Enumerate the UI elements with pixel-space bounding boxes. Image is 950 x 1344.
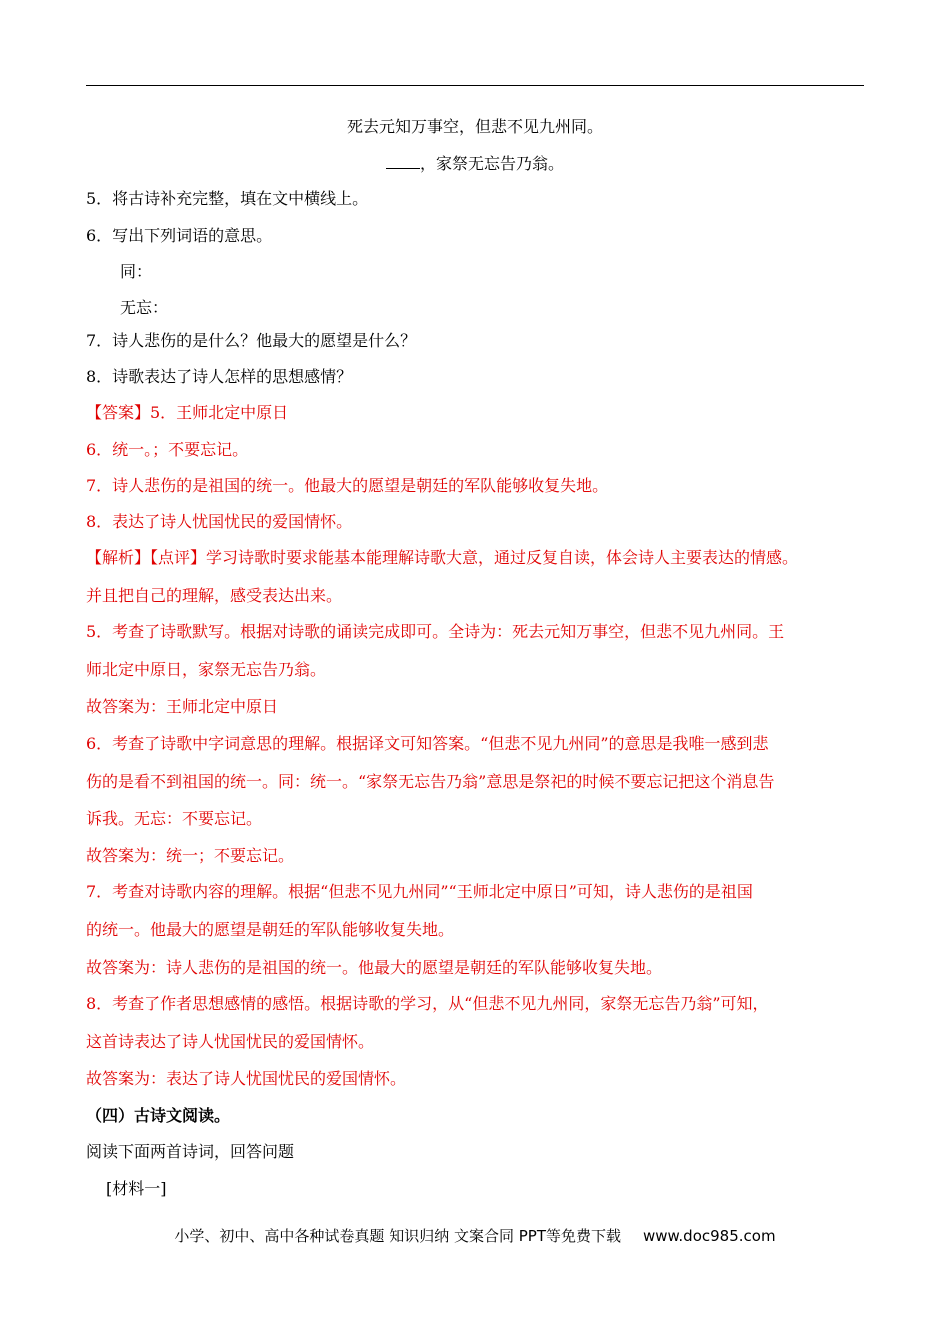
poem-line-2: [0, 154, 950, 174]
analysis-8-line-1: 8．考查了作者思想感情的感悟。根据诗歌的学习，从“但悲不见九州同，家祭无忘告乃翁”可知，: [86, 994, 769, 1013]
material-label: [材料一]: [106, 1179, 167, 1198]
analysis-6-line-3: 诉我。无忘：不要忘记。: [86, 809, 263, 828]
analysis-6-line-2: 伤的是看不到祖国的统一。同：统一。“家祭无忘告乃翁”意思是祭祀的时候不要忘记把这个消息告: [86, 772, 775, 791]
answer-8: 8．表达了诗人忧国忧民的爱国情怀。: [86, 512, 353, 531]
analysis-5-line-2: 师北定中原日，家祭无忘告乃翁。: [86, 660, 327, 679]
question-8: 8．诗歌表达了诗人怎样的思想感情？: [86, 367, 353, 386]
question-6: 6．写出下列词语的意思。: [86, 226, 273, 245]
analysis-6-answer: 故答案为：统一；不要忘记。: [86, 846, 295, 865]
analysis-8-line-2: 这首诗表达了诗人忧国忧民的爱国情怀。: [86, 1032, 375, 1051]
analysis-8-answer: 故答案为：表达了诗人忧国忧民的爱国情怀。: [86, 1069, 407, 1088]
question-7: 7．诗人悲伤的是什么？他最大的愿望是什么？: [86, 331, 417, 350]
section-instruction: 阅读下面两首诗词，回答问题: [86, 1142, 295, 1161]
answer-5: 【答案】5．王师北定中原日: [86, 403, 289, 422]
analysis-intro-line-1: 【解析】【点评】学习诗歌时要求能基本能理解诗歌大意，通过反复自读，体会诗人主要表达的情感。: [86, 548, 799, 567]
question-5: 5．将古诗补充完整，填在文中横线上。: [86, 189, 369, 208]
analysis-7-answer: 故答案为：诗人悲伤的是祖国的统一。他最大的愿望是朝廷的军队能够收复失地。: [86, 958, 663, 977]
answer-6: 6．统一。；不要忘记。: [86, 440, 249, 459]
footer-text: 小学、初中、高中各种试卷真题 知识归纳 文案合同 PPT等免费下载: [174, 1227, 621, 1245]
poem-line-2-text: ，家祭无忘告乃翁。: [419, 154, 564, 173]
analysis-5-line-1: 5．考查了诗歌默写。根据对诗歌的诵读完成即可。全诗为：死去元知万事空，但悲不见九州同。王: [86, 622, 785, 641]
footer-url[interactable]: www.doc985.com: [642, 1227, 776, 1245]
answer-7: 7．诗人悲伤的是祖国的统一。他最大的愿望是朝廷的军队能够收复失地。: [86, 476, 609, 495]
section-heading: （四）古诗文阅读。: [86, 1106, 231, 1125]
header-rule: [86, 85, 864, 86]
poem-line-1: 死去元知万事空，但悲不见九州同。: [346, 117, 603, 136]
question-6-term-wuwang: 无忘：: [120, 298, 169, 317]
analysis-6-line-1: 6．考查了诗歌中字词意思的理解。根据译文可知答案。“但悲不见九州同”的意思是我唯一感到悲: [86, 734, 769, 753]
fill-blank: [386, 154, 420, 169]
page-footer: [0, 1226, 950, 1246]
analysis-7-line-2: 的统一。他最大的愿望是朝廷的军队能够收复失地。: [86, 920, 455, 939]
analysis-5-answer: 故答案为：王师北定中原日: [86, 697, 279, 716]
analysis-intro-line-2: 并且把自己的理解，感受表达出来。: [86, 586, 343, 605]
question-6-term-tong: 同：: [120, 262, 153, 281]
analysis-7-line-1: 7．考查对诗歌内容的理解。根据“但悲不见九州同”“王师北定中原日”可知，诗人悲伤的是祖国: [86, 882, 753, 901]
